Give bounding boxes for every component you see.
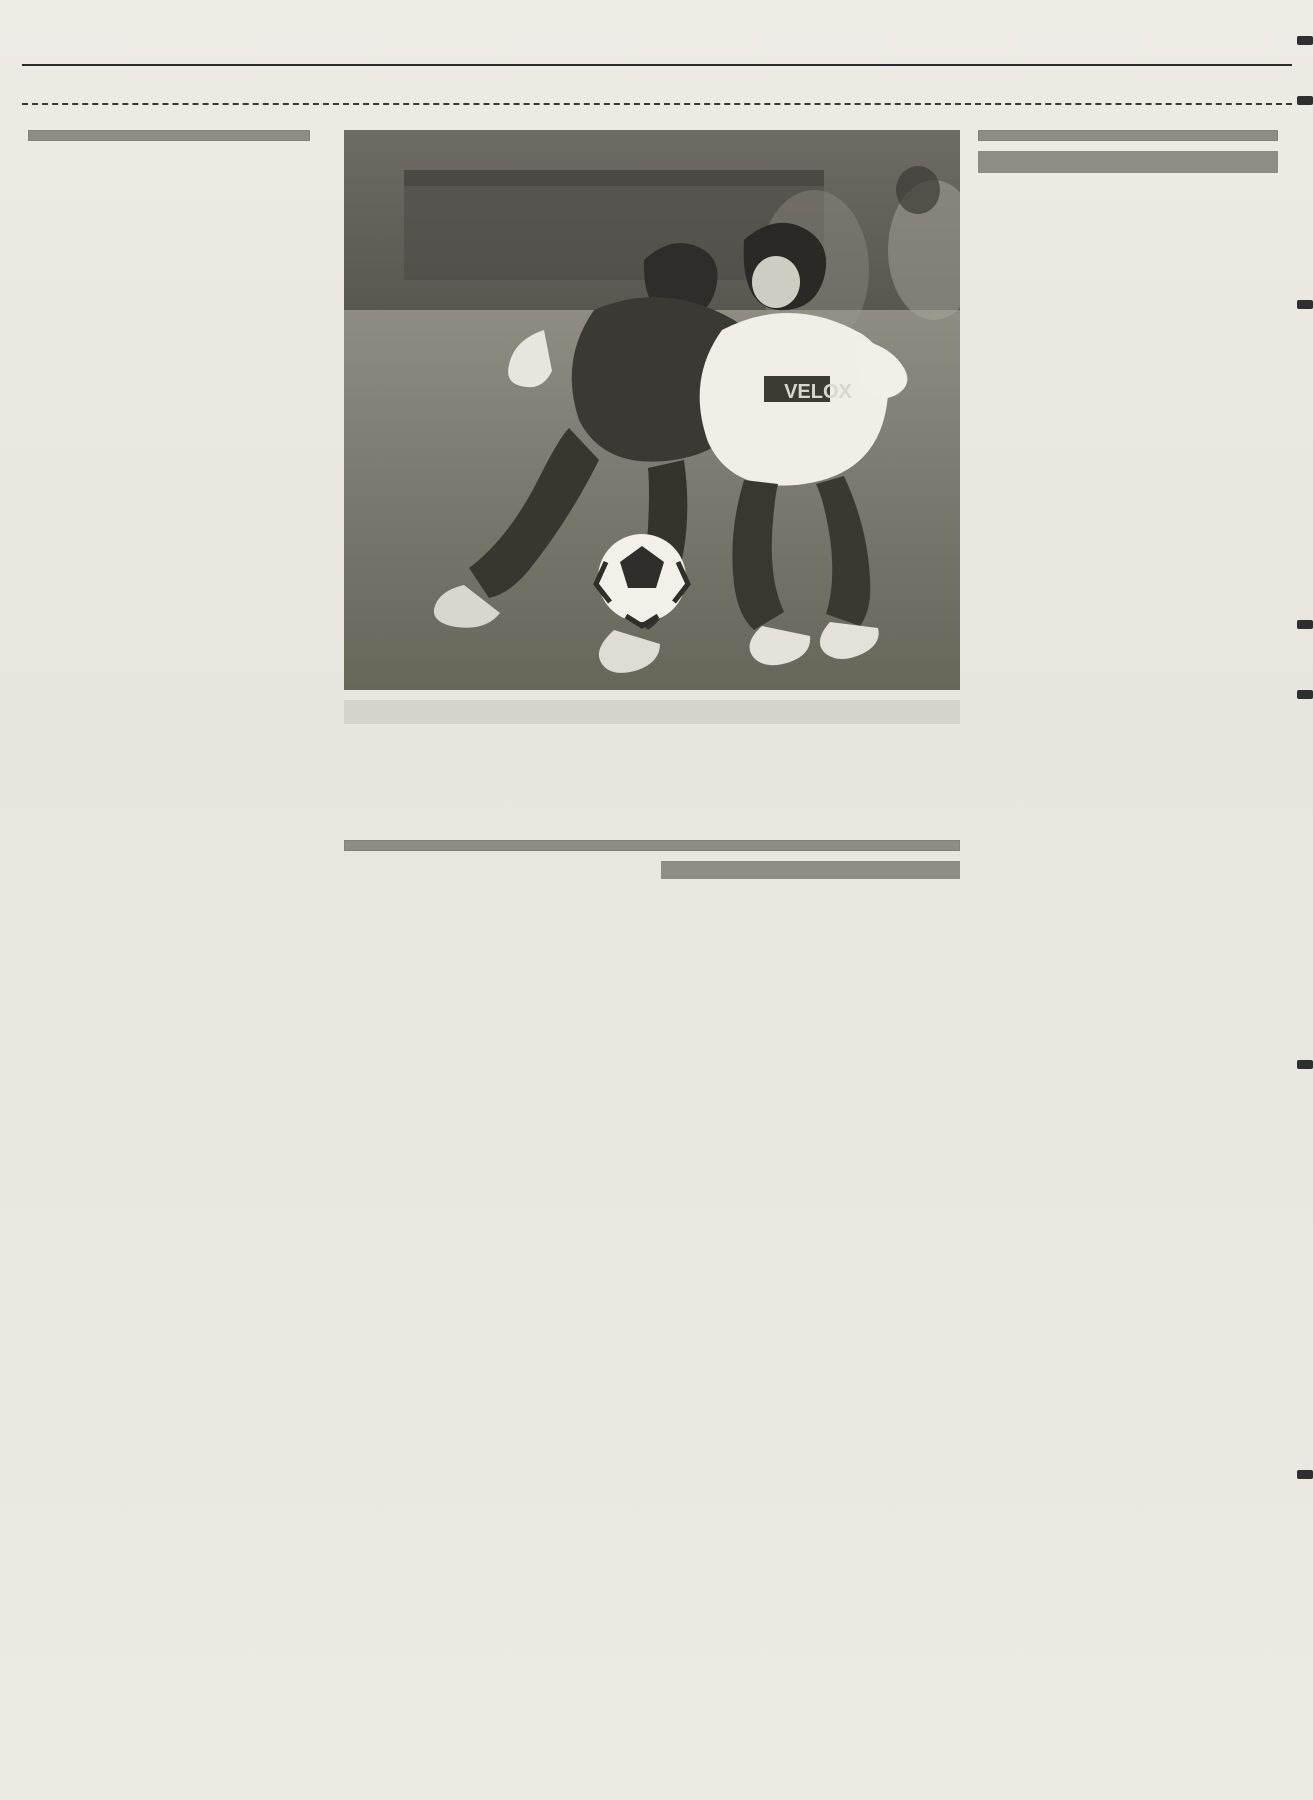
header-dashed-rule [22,103,1292,105]
photo-graphic [344,130,960,690]
photo-caption [344,700,960,724]
page-header [22,30,1292,76]
binder-mark [1297,1060,1313,1069]
middle-group-section [344,840,960,879]
contact-box-editorial[interactable] [661,861,960,879]
group-label-d-right [978,130,1278,141]
middle-right-subcolumn [661,861,960,879]
binder-mark [1297,36,1313,45]
binder-mark [1297,1470,1313,1479]
binder-mark [1297,690,1313,699]
match-photo [344,130,960,690]
binder-mark [1297,620,1313,629]
middle-left-subcolumn [344,861,643,879]
binder-mark [1297,96,1313,105]
column-left [28,130,310,151]
group-label-d-middle [344,840,960,851]
header-rule [22,64,1292,66]
column-right [978,130,1278,173]
binder-mark [1297,300,1313,309]
group-label-bc [28,130,310,141]
contact-box-sport[interactable] [978,151,1278,173]
svg-text:VELOX: VELOX [784,381,852,403]
